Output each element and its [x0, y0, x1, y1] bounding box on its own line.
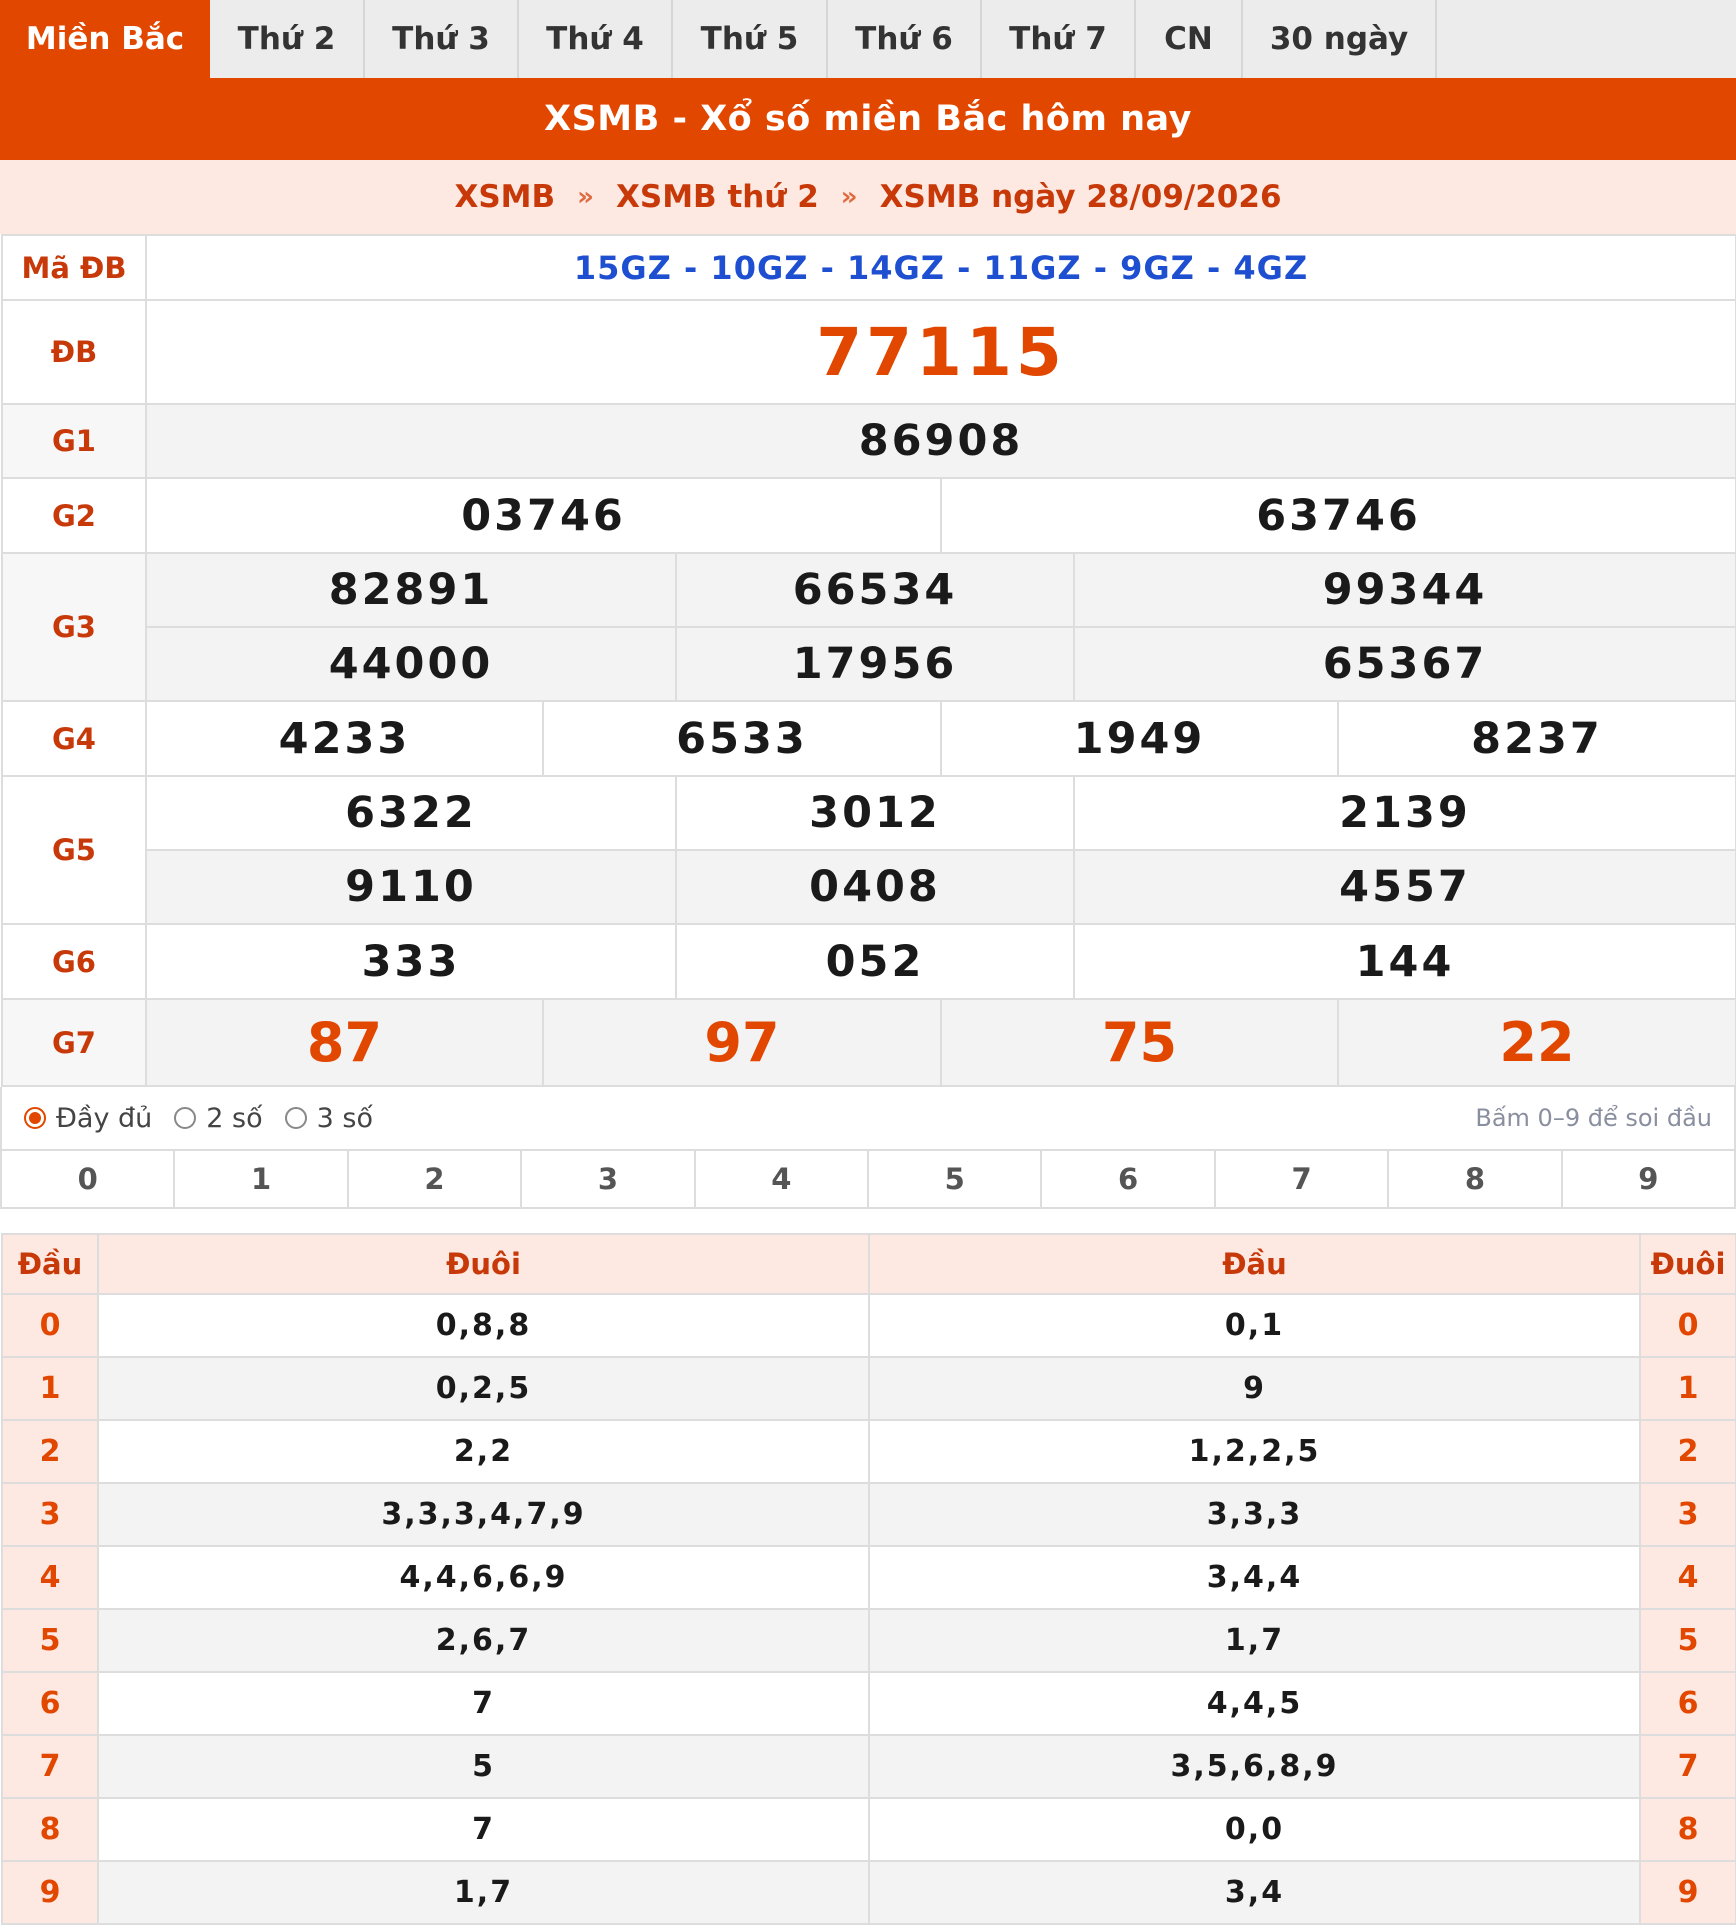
table-row	[2, 1294, 1736, 1357]
radio-checked-icon[interactable]	[24, 1107, 46, 1129]
tab-thu-3[interactable]: Thứ 3	[365, 0, 519, 78]
g3-label: G3	[2, 553, 146, 701]
g5-label: G5	[2, 776, 146, 924]
loto-dau-values: 1,7	[98, 1861, 869, 1924]
g5-number: 0408	[676, 850, 1074, 924]
g7-number: 97	[543, 999, 941, 1086]
table-row	[2, 1609, 1736, 1672]
loto-key: 5	[1640, 1609, 1736, 1672]
loto-key: 8	[2, 1798, 98, 1861]
digit-button[interactable]: 0	[2, 1151, 175, 1207]
g6-number: 333	[146, 924, 676, 999]
ma-db-value: 15GZ - 10GZ - 14GZ - 11GZ - 9GZ - 4GZ	[146, 235, 1736, 300]
loto-duoi-values: 1,2,2,5	[869, 1420, 1640, 1483]
ma-db-label: Mã ĐB	[2, 235, 146, 300]
breadcrumb-xsmb[interactable]: XSMB	[454, 179, 556, 215]
loto-key: 9	[1640, 1861, 1736, 1924]
loto-key: 9	[2, 1861, 98, 1924]
loto-key: 5	[2, 1609, 98, 1672]
table-row	[2, 1357, 1736, 1420]
breadcrumb	[0, 160, 1736, 234]
table-row	[2, 1735, 1736, 1798]
db-label: ĐB	[2, 300, 146, 404]
loto-duoi-values: 3,4,4	[869, 1546, 1640, 1609]
digit-button[interactable]: 9	[1638, 1162, 1659, 1196]
loto-key: 3	[2, 1483, 98, 1546]
g6-number: 144	[1074, 924, 1736, 999]
loto-duoi-values: 0,0	[869, 1798, 1640, 1861]
page-title: XSMB - Xổ số miền Bắc hôm nay	[0, 78, 1736, 160]
breadcrumb-separator: »	[577, 182, 594, 212]
loto-key: 1	[2, 1357, 98, 1420]
digit-button[interactable]: 7	[1216, 1151, 1389, 1207]
loto-header-duoi: Đuôi	[98, 1234, 869, 1294]
loto-dau-values: 3,3,3,4,7,9	[98, 1483, 869, 1546]
g3-number: 66534	[676, 553, 1074, 627]
tab-thu-4[interactable]: Thứ 4	[519, 0, 673, 78]
loto-dau-values: 7	[98, 1798, 869, 1861]
loto-dau-values: 5	[98, 1735, 869, 1798]
g7-number: 22	[1338, 999, 1736, 1086]
tab-thu-7[interactable]: Thứ 7	[982, 0, 1136, 78]
radio-full[interactable]	[24, 1103, 152, 1134]
loto-key: 4	[1640, 1546, 1736, 1609]
loto-dau-values: 4,4,6,6,9	[98, 1546, 869, 1609]
loto-duoi-values: 3,4	[869, 1861, 1640, 1924]
loto-key: 0	[1640, 1294, 1736, 1357]
special-prize: 77115	[146, 300, 1736, 404]
g4-number: 6533	[543, 701, 941, 776]
radio-unchecked-icon[interactable]	[285, 1107, 307, 1129]
loto-duoi-values: 3,3,3	[869, 1483, 1640, 1546]
loto-duoi-values: 9	[869, 1357, 1640, 1420]
loto-dau-values: 7	[98, 1672, 869, 1735]
loto-key: 3	[1640, 1483, 1736, 1546]
g4-number: 1949	[941, 701, 1338, 776]
table-row	[2, 1546, 1736, 1609]
loto-key: 6	[1640, 1672, 1736, 1735]
loto-key: 4	[2, 1546, 98, 1609]
tab-thu-5[interactable]: Thứ 5	[673, 0, 828, 78]
radio-label: Đầy đủ	[56, 1102, 153, 1134]
loto-duoi-values: 0,1	[869, 1294, 1640, 1357]
tab-thu-2[interactable]: Thứ 2	[210, 0, 365, 78]
table-row	[2, 1483, 1736, 1546]
breadcrumb-xsmb-date[interactable]: XSMB ngày 28/09/2026	[879, 179, 1282, 215]
g1-number: 86908	[146, 404, 1736, 478]
loto-key: 6	[2, 1672, 98, 1735]
digit-button[interactable]: 5	[869, 1151, 1042, 1207]
loto-key: 7	[2, 1735, 98, 1798]
g4-number: 4233	[146, 701, 543, 776]
loto-dau-values: 2,2	[98, 1420, 869, 1483]
digit-button[interactable]: 6	[1042, 1151, 1215, 1207]
radio-unchecked-icon[interactable]	[174, 1107, 196, 1129]
g4-label: G4	[2, 701, 146, 776]
table-row	[2, 1798, 1736, 1861]
g1-label: G1	[2, 404, 146, 478]
table-row	[2, 1672, 1736, 1735]
g5-number: 3012	[676, 776, 1074, 850]
hint-text: Bấm 0–9 để soi đầu	[1475, 1104, 1712, 1132]
g5-number: 4557	[1074, 850, 1736, 924]
loto-duoi-values: 3,5,6,8,9	[869, 1735, 1640, 1798]
loto-key: 1	[1640, 1357, 1736, 1420]
loto-header-dau: Đầu	[869, 1234, 1640, 1294]
digit-button[interactable]: 1	[175, 1151, 348, 1207]
digit-button[interactable]: 2	[349, 1151, 522, 1207]
g3-number: 65367	[1074, 627, 1736, 701]
g6-label: G6	[2, 924, 146, 999]
loto-key: 2	[1640, 1420, 1736, 1483]
breadcrumb-xsmb-thu-2[interactable]: XSMB thứ 2	[615, 179, 819, 215]
radio-label: 2 số	[206, 1102, 263, 1134]
digit-button[interactable]: 8	[1389, 1151, 1562, 1207]
tab-cn[interactable]: CN	[1136, 0, 1243, 78]
display-options	[0, 1087, 1736, 1149]
g5-number: 2139	[1074, 776, 1736, 850]
table-row	[2, 1861, 1736, 1924]
radio-3-digits[interactable]	[285, 1103, 373, 1134]
g3-number: 44000	[146, 627, 676, 701]
loto-key: 7	[1640, 1735, 1736, 1798]
region-tabs	[0, 0, 1736, 78]
g7-number: 75	[941, 999, 1338, 1086]
loto-table	[1, 1233, 1736, 1925]
g4-number: 8237	[1338, 701, 1736, 776]
g3-number: 99344	[1074, 553, 1736, 627]
g2-number: 63746	[941, 478, 1736, 553]
tab-30-ngay[interactable]: 30 ngày	[1243, 0, 1437, 78]
loto-duoi-values: 1,7	[869, 1609, 1640, 1672]
loto-duoi-values: 4,4,5	[869, 1672, 1640, 1735]
g3-number: 82891	[146, 553, 676, 627]
loto-dau-values: 2,6,7	[98, 1609, 869, 1672]
breadcrumb-separator: »	[840, 182, 858, 212]
g3-number: 17956	[676, 627, 1074, 701]
results-table	[1, 234, 1736, 1087]
g7-number: 87	[146, 999, 543, 1086]
loto-header-duoi: Đuôi	[1640, 1234, 1736, 1294]
digit-button[interactable]: 3	[522, 1151, 695, 1207]
table-row	[2, 1420, 1736, 1483]
loto-key: 2	[2, 1420, 98, 1483]
tab-mien-bac[interactable]: Miền Bắc	[0, 0, 210, 78]
g6-number: 052	[676, 924, 1074, 999]
g2-label: G2	[2, 478, 146, 553]
loto-dau-values: 0,8,8	[98, 1294, 869, 1357]
g2-number: 03746	[146, 478, 941, 553]
digit-button[interactable]: 4	[696, 1151, 869, 1207]
tab-thu-6[interactable]: Thứ 6	[828, 0, 982, 78]
g5-number: 6322	[146, 776, 676, 850]
g7-label: G7	[2, 999, 146, 1086]
radio-label: 3 số	[316, 1102, 373, 1134]
loto-dau-values: 0,2,5	[98, 1357, 869, 1420]
loto-key: 8	[1640, 1798, 1736, 1861]
digit-filter	[0, 1149, 1736, 1209]
g5-number: 9110	[146, 850, 676, 924]
radio-2-digits[interactable]	[174, 1103, 262, 1134]
loto-header-dau: Đầu	[2, 1234, 98, 1294]
loto-key: 0	[2, 1294, 98, 1357]
